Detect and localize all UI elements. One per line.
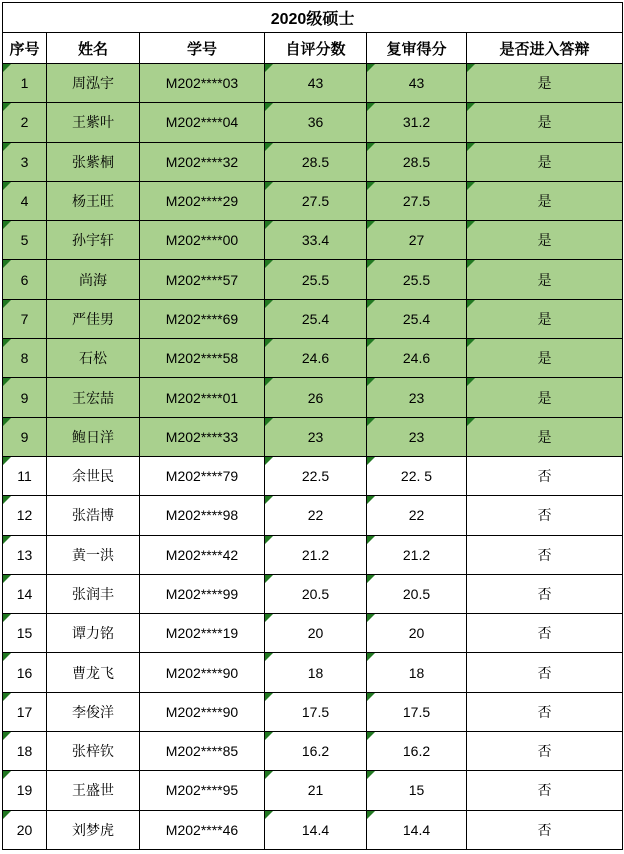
cell-name[interactable]: 孙宇轩 (47, 221, 140, 260)
column-header-review-score: 复审得分 (367, 33, 467, 64)
cell-student-id[interactable]: M202****29 (140, 181, 265, 220)
cell-student-id[interactable]: M202****58 (140, 339, 265, 378)
cell-self-score-flagged[interactable]: 21 (265, 771, 367, 810)
cell-review-score-flagged[interactable]: 23 (367, 378, 467, 417)
cell-review-score-flagged[interactable]: 23 (367, 417, 467, 456)
cell-defense[interactable]: 否 (467, 653, 623, 692)
cell-name[interactable]: 王宏喆 (47, 378, 140, 417)
column-header-student-id: 学号 (140, 33, 265, 64)
cell-defense-flagged[interactable]: 是 (467, 103, 623, 142)
cell-student-id[interactable]: M202****79 (140, 456, 265, 495)
cell-review-score-flagged[interactable]: 18 (367, 653, 467, 692)
cell-student-id[interactable]: M202****04 (140, 103, 265, 142)
table-row (3, 496, 623, 535)
title-row (3, 3, 623, 33)
cell-seq-flagged[interactable]: 1 (3, 64, 47, 103)
cell-student-id[interactable]: M202****00 (140, 221, 265, 260)
cell-seq-flagged[interactable]: 5 (3, 221, 47, 260)
cell-self-score-flagged[interactable]: 22 (265, 496, 367, 535)
cell-name[interactable]: 严佳男 (47, 299, 140, 338)
cell-seq-flagged[interactable]: 7 (3, 299, 47, 338)
cell-review-score-flagged[interactable]: 25.5 (367, 260, 467, 299)
table-row (3, 535, 623, 574)
cell-review-score-flagged[interactable]: 14.4 (367, 810, 467, 849)
table-row (3, 181, 623, 220)
cell-name[interactable]: 尚海 (47, 260, 140, 299)
cell-self-score-flagged[interactable]: 26 (265, 378, 367, 417)
table-row (3, 456, 623, 495)
table-row (3, 142, 623, 181)
column-header-name: 姓名 (47, 33, 140, 64)
table-row (3, 378, 623, 417)
cell-name[interactable]: 鲍日洋 (47, 417, 140, 456)
cell-self-score-flagged[interactable]: 14.4 (265, 810, 367, 849)
table-row (3, 417, 623, 456)
cell-review-score-flagged[interactable]: 15 (367, 771, 467, 810)
cell-review-score-flagged[interactable]: 16.2 (367, 732, 467, 771)
cell-review-score-flagged[interactable]: 25.4 (367, 299, 467, 338)
column-header-self-score: 自评分数 (265, 33, 367, 64)
cell-review-score-flagged[interactable]: 22. 5 (367, 456, 467, 495)
cell-self-score-flagged[interactable]: 33.4 (265, 221, 367, 260)
cell-defense[interactable]: 否 (467, 614, 623, 653)
cell-seq-flagged[interactable]: 19 (3, 771, 47, 810)
cell-review-score-flagged[interactable]: 27.5 (367, 181, 467, 220)
score-table (2, 2, 623, 850)
cell-defense[interactable]: 否 (467, 732, 623, 771)
cell-defense[interactable]: 否 (467, 496, 623, 535)
cell-self-score-flagged[interactable]: 25.5 (265, 260, 367, 299)
table-row (3, 64, 623, 103)
table-body (3, 64, 623, 850)
cell-self-score-flagged[interactable]: 27.5 (265, 181, 367, 220)
cell-self-score-flagged[interactable]: 25.4 (265, 299, 367, 338)
cell-student-id[interactable]: M202****85 (140, 732, 265, 771)
cell-review-score-flagged[interactable]: 20.5 (367, 574, 467, 613)
cell-name[interactable]: 杨王旺 (47, 181, 140, 220)
cell-seq-flagged[interactable]: 15 (3, 614, 47, 653)
cell-defense-flagged[interactable]: 是 (467, 417, 623, 456)
table-row (3, 692, 623, 731)
cell-name[interactable]: 张梓钦 (47, 732, 140, 771)
table-row (3, 299, 623, 338)
cell-seq-flagged[interactable]: 16 (3, 653, 47, 692)
cell-review-score-flagged[interactable]: 22 (367, 496, 467, 535)
table-row (3, 103, 623, 142)
cell-seq-flagged[interactable]: 12 (3, 496, 47, 535)
cell-defense-flagged[interactable]: 是 (467, 221, 623, 260)
cell-self-score-flagged[interactable]: 28.5 (265, 142, 367, 181)
cell-student-id[interactable]: M202****32 (140, 142, 265, 181)
cell-name[interactable]: 刘梦虎 (47, 810, 140, 849)
cell-seq-flagged[interactable]: 13 (3, 535, 47, 574)
cell-seq-flagged[interactable]: 9 (3, 378, 47, 417)
cell-self-score-flagged[interactable]: 23 (265, 417, 367, 456)
cell-review-score-flagged[interactable]: 28.5 (367, 142, 467, 181)
cell-name[interactable]: 张润丰 (47, 574, 140, 613)
cell-student-id[interactable]: M202****33 (140, 417, 265, 456)
cell-self-score-flagged[interactable]: 22.5 (265, 456, 367, 495)
table-row (3, 260, 623, 299)
cell-defense[interactable]: 否 (467, 574, 623, 613)
cell-review-score-flagged[interactable]: 21.2 (367, 535, 467, 574)
cell-seq-flagged[interactable]: 17 (3, 692, 47, 731)
cell-review-score-flagged[interactable]: 31.2 (367, 103, 467, 142)
cell-seq-flagged[interactable]: 4 (3, 181, 47, 220)
header-row (3, 33, 623, 64)
cell-review-score-flagged[interactable]: 20 (367, 614, 467, 653)
cell-name[interactable]: 石松 (47, 339, 140, 378)
cell-self-score-flagged[interactable]: 17.5 (265, 692, 367, 731)
cell-defense-flagged[interactable]: 是 (467, 299, 623, 338)
cell-defense-flagged[interactable]: 是 (467, 378, 623, 417)
cell-defense[interactable]: 否 (467, 456, 623, 495)
cell-seq-flagged[interactable]: 9 (3, 417, 47, 456)
cell-self-score-flagged[interactable]: 18 (265, 653, 367, 692)
cell-seq-flagged[interactable]: 3 (3, 142, 47, 181)
score-table-sheet (2, 2, 622, 850)
cell-defense-flagged[interactable]: 是 (467, 142, 623, 181)
cell-name[interactable]: 曹龙飞 (47, 653, 140, 692)
cell-name[interactable]: 张紫桐 (47, 142, 140, 181)
cell-student-id[interactable]: M202****19 (140, 614, 265, 653)
cell-seq-flagged[interactable]: 8 (3, 339, 47, 378)
cell-student-id[interactable]: M202****01 (140, 378, 265, 417)
cell-name[interactable]: 王盛世 (47, 771, 140, 810)
cell-defense[interactable]: 否 (467, 771, 623, 810)
cell-seq-flagged[interactable]: 6 (3, 260, 47, 299)
cell-seq-flagged[interactable]: 14 (3, 574, 47, 613)
cell-self-score-flagged[interactable]: 36 (265, 103, 367, 142)
column-header-seq: 序号 (3, 33, 47, 64)
cell-self-score-flagged[interactable]: 20 (265, 614, 367, 653)
cell-name[interactable]: 李俊洋 (47, 692, 140, 731)
cell-defense-flagged[interactable]: 是 (467, 339, 623, 378)
table-row (3, 339, 623, 378)
cell-defense-flagged[interactable]: 是 (467, 181, 623, 220)
cell-student-id[interactable]: M202****95 (140, 771, 265, 810)
cell-defense[interactable]: 否 (467, 692, 623, 731)
cell-defense[interactable]: 否 (467, 810, 623, 849)
cell-name[interactable]: 余世民 (47, 456, 140, 495)
table-row (3, 732, 623, 771)
cell-seq-flagged[interactable]: 18 (3, 732, 47, 771)
cell-student-id[interactable]: M202****03 (140, 64, 265, 103)
cell-name[interactable]: 王紫叶 (47, 103, 140, 142)
column-header-defense: 是否进入答辩 (467, 33, 623, 64)
cell-self-score-flagged[interactable]: 24.6 (265, 339, 367, 378)
cell-self-score-flagged[interactable]: 16.2 (265, 732, 367, 771)
cell-student-id[interactable]: M202****57 (140, 260, 265, 299)
cell-seq-flagged[interactable]: 11 (3, 456, 47, 495)
table-row (3, 810, 623, 849)
cell-name[interactable]: 张浩博 (47, 496, 140, 535)
cell-self-score-flagged[interactable]: 43 (265, 64, 367, 103)
cell-name[interactable]: 周泓宇 (47, 64, 140, 103)
cell-student-id[interactable]: M202****42 (140, 535, 265, 574)
table-row (3, 221, 623, 260)
cell-review-score-flagged[interactable]: 17.5 (367, 692, 467, 731)
cell-seq-flagged[interactable]: 2 (3, 103, 47, 142)
cell-student-id[interactable]: M202****90 (140, 692, 265, 731)
table-row (3, 771, 623, 810)
cell-self-score-flagged[interactable]: 20.5 (265, 574, 367, 613)
cell-self-score-flagged[interactable]: 21.2 (265, 535, 367, 574)
cell-defense-flagged[interactable]: 是 (467, 260, 623, 299)
cell-student-id[interactable]: M202****90 (140, 653, 265, 692)
cell-review-score-flagged[interactable]: 43 (367, 64, 467, 103)
cell-seq-flagged[interactable]: 20 (3, 810, 47, 849)
cell-defense-flagged[interactable]: 是 (467, 64, 623, 103)
cell-student-id[interactable]: M202****69 (140, 299, 265, 338)
cell-review-score-flagged[interactable]: 27 (367, 221, 467, 260)
cell-defense[interactable]: 否 (467, 535, 623, 574)
table-row (3, 614, 623, 653)
cell-name[interactable]: 谭力铭 (47, 614, 140, 653)
cell-student-id[interactable]: M202****98 (140, 496, 265, 535)
cell-review-score-flagged[interactable]: 24.6 (367, 339, 467, 378)
cell-name[interactable]: 黄一洪 (47, 535, 140, 574)
cell-student-id[interactable]: M202****46 (140, 810, 265, 849)
table-row (3, 574, 623, 613)
page-title: 2020级硕士 (3, 3, 623, 33)
table-row (3, 653, 623, 692)
cell-student-id[interactable]: M202****99 (140, 574, 265, 613)
